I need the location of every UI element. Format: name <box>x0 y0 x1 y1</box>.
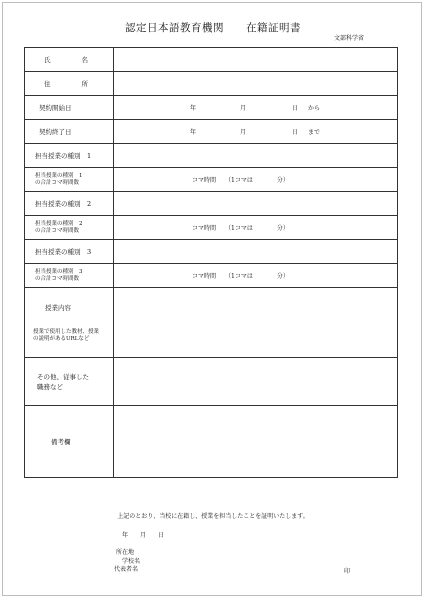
field-lesson-content[interactable] <box>114 288 398 358</box>
field-course1[interactable] <box>114 144 398 168</box>
label-contract-end: 契約終了日 <box>25 120 114 144</box>
field-course3-hours[interactable]: コマ時間 （1コマは 分） <box>114 264 398 288</box>
label-remarks: 備考欄 <box>25 406 114 478</box>
label-course1-hours: 担当授業の種別 1 の合計コマ時間数 <box>25 168 114 192</box>
label-course3-hours: 担当授業の種別 3 の合計コマ時間数 <box>25 264 114 288</box>
representative-label: 代表者名 <box>114 566 139 573</box>
certificate-form <box>24 47 398 478</box>
field-contract-start[interactable]: 年 月 日 から <box>114 96 398 120</box>
school-info <box>116 549 140 575</box>
certification-date: 年 月 日 <box>122 532 165 539</box>
label-address: 住 所 <box>25 72 114 96</box>
label-course1: 担当授業の種別 1 <box>25 144 114 168</box>
field-name[interactable] <box>114 48 398 72</box>
field-other-duties[interactable] <box>114 358 398 406</box>
label-lesson-content: 授業内容 授業で使用した教材、授業 の説明があるURLなど <box>25 288 114 358</box>
label-course2-hours: 担当授業の種別 2 の合計コマ時間数 <box>25 216 114 240</box>
label-contract-start: 契約開始日 <box>25 96 114 120</box>
field-course3[interactable] <box>114 240 398 264</box>
label-course3: 担当授業の種別 3 <box>25 240 114 264</box>
field-course2-hours[interactable]: コマ時間 （1コマは 分） <box>114 216 398 240</box>
label-course2: 担当授業の種別 2 <box>25 192 114 216</box>
label-other-duties: その他、従事した 職務など <box>25 358 114 406</box>
field-address[interactable] <box>114 72 398 96</box>
field-contract-end[interactable]: 年 月 日 まで <box>114 120 398 144</box>
ministry-label: 文部科学省 <box>333 35 364 42</box>
page-title: 認定日本語教育機関 在籍証明書 <box>125 22 301 34</box>
field-course2[interactable] <box>114 192 398 216</box>
school-name-label: 学校名 <box>122 557 141 565</box>
certification-statement: 上記のとおり、当校に在籍し、授業を担当したことを証明いたします。 <box>117 513 309 520</box>
field-remarks[interactable] <box>114 406 398 478</box>
seal-mark: 印 <box>344 568 351 575</box>
location-label: 所在地 <box>116 549 135 556</box>
label-name: 氏 名 <box>25 48 114 72</box>
field-course1-hours[interactable]: コマ時間 （1コマは 分） <box>114 168 398 192</box>
